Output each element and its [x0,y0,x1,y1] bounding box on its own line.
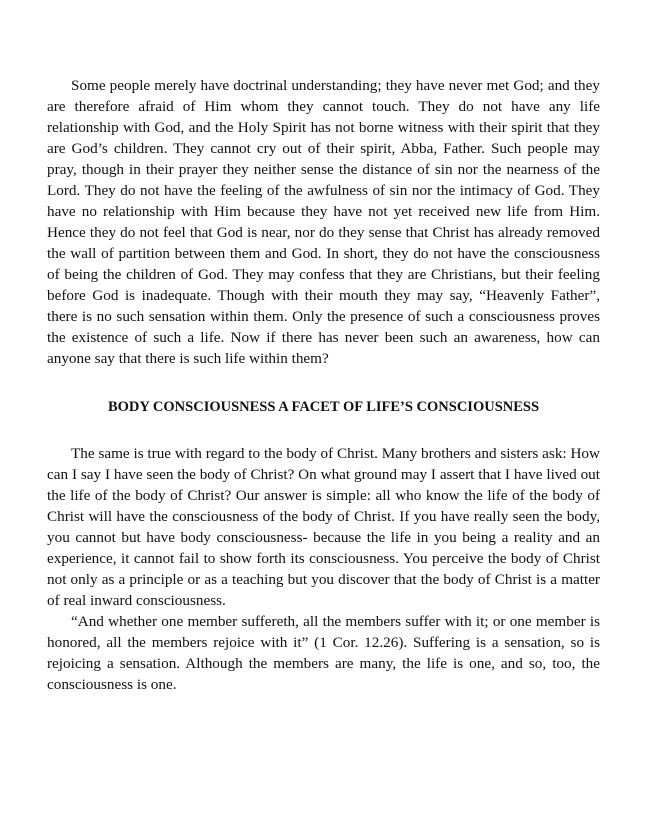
body-paragraph: Some people merely have doctrinal understanding; they have never met God; and they are therefore afraid of Him whom they cannot touch. They do not have any life relationship with God, and the Holy Spirit has not borne witness with their spirit that they are God’s children. They cannot cry out of their spirit, Abba, Father. Such people may pray, though in their prayer they neither sense the distance of sin nor the nearness of the Lord. They do not have the feeling of the awfulness of sin nor the intimacy of God. They have no relationship with Him because they have not yet received new life from Him. Hence they do not feel that God is near, nor do they sense that Christ has already removed the wall of partition between them and God. In short, they do not have the consciousness of being the children of God. They may confess that they are Christians, but their feeling before God is inadequate. Though with their mouth they may say, “Heavenly Father”, there is no such sensation within them. Only the presence of such a consciousness proves the existence of such a life. Now if there has never been such an awareness, how can anyone say that there is such life within them? [47,77,600,367]
document-page [47,75,600,695]
spacer [47,418,600,443]
body-paragraph: “And whether one member suffereth, all the members suffer with it; or one member is honored, all the members rejoice with it” (1 Cor. 12.26). Suffering is a sensation, so is rejoicing a sensation. Although the members are many, the life is one, and so, too, the consciousness is one. [47,613,600,693]
section-heading: BODY CONSCIOUSNESS A FACET OF LIFE’S CONSCIOUSNESS [107,399,540,415]
spacer [47,369,600,397]
body-paragraph: The same is true with regard to the body of Christ. Many brothers and sisters ask: How can I say I have seen the body of Christ? On what ground may I assert that I have lived out the life of the body of Christ? Our answer is simple: all who know the life of the body of Christ will have the consciousness of the body of Christ. If you have really seen the body, you cannot but have body consciousness- because the life in you being a reality and an experience, it cannot fail to show forth its consciousness. You perceive the body of Christ not only as a principle or as a teaching but you discover that the body of Christ is a matter of real inward consciousness. [47,445,600,609]
